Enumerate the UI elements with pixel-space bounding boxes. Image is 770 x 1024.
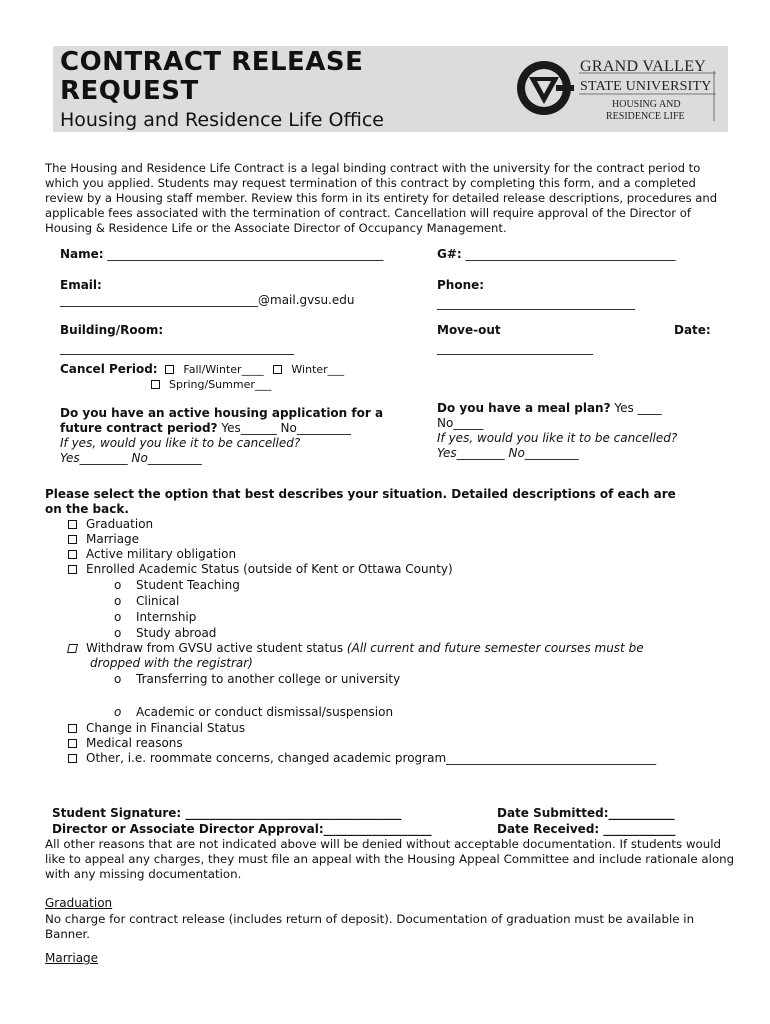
logo-text-line-3: HOUSING AND bbox=[612, 99, 681, 110]
housing-question-answer[interactable]: Yes______ No_________ bbox=[217, 421, 351, 435]
option-label: Change in Financial Status bbox=[86, 721, 246, 735]
sub-bullet: o bbox=[114, 705, 122, 719]
sub-bullet: o bbox=[114, 610, 122, 624]
withdraw-note-line-1: (All current and future semester courses must be bbox=[346, 641, 644, 655]
cancel-period-row bbox=[60, 362, 344, 377]
sub-option-label: Internship bbox=[136, 610, 197, 624]
sub-option-label: Student Teaching bbox=[136, 578, 240, 592]
name-input-line[interactable]: ______________________________________________ bbox=[107, 247, 384, 261]
sub-bullet: o bbox=[114, 672, 122, 686]
housing-followup-question: If yes, would you like it to be cancelled? bbox=[60, 436, 301, 450]
option-label: Active military obligation bbox=[86, 547, 237, 561]
sub-option-clinical bbox=[114, 594, 179, 609]
logo-text-line-4: RESIDENCE LIFE bbox=[606, 111, 685, 122]
g-number-input-line[interactable]: ___________________________________ bbox=[465, 247, 676, 261]
meal-question-label: Do you have a meal plan? bbox=[437, 401, 611, 415]
meal-question-yes[interactable]: Yes ____ bbox=[610, 401, 662, 415]
checkbox-icon[interactable] bbox=[68, 520, 77, 529]
option-fall-winter: Fall/Winter____ bbox=[183, 363, 264, 376]
sub-option-study-abroad bbox=[114, 626, 216, 641]
checkbox-icon[interactable] bbox=[68, 724, 77, 733]
sub-option-label: Transferring to another college or university bbox=[136, 672, 401, 686]
option-other[interactable] bbox=[68, 751, 656, 766]
logo-text-line-1: GRAND VALLEY bbox=[580, 58, 707, 75]
option-spring-summer: Spring/Summer___ bbox=[169, 378, 272, 391]
situation-heading-line-1: Please select the option that best describes your situation. Detailed descriptions of each are bbox=[45, 487, 676, 501]
graduation-heading: Graduation bbox=[45, 896, 113, 910]
phone-label: Phone: bbox=[437, 278, 485, 292]
meal-followup-question: If yes, would you like it to be cancelled? bbox=[437, 431, 678, 445]
meal-followup-answer[interactable]: Yes________ No_________ bbox=[437, 446, 579, 460]
housing-application-question bbox=[60, 406, 420, 466]
sub-option-label: Study abroad bbox=[136, 626, 217, 640]
gvsu-logo bbox=[516, 55, 721, 123]
sub-option-student-teaching bbox=[114, 578, 240, 593]
option-label: Marriage bbox=[86, 532, 140, 546]
sub-bullet: o bbox=[114, 578, 122, 592]
sub-bullet: o bbox=[114, 594, 122, 608]
option-label: Enrolled Academic Status (outside of Kent or Ottawa County) bbox=[86, 562, 453, 576]
building-room-input-line[interactable]: _______________________________________ bbox=[60, 341, 294, 355]
page-title bbox=[60, 48, 363, 106]
situation-heading bbox=[45, 487, 735, 517]
option-withdraw[interactable] bbox=[68, 641, 644, 656]
title-line-2: REQUEST bbox=[60, 76, 199, 106]
option-medical[interactable] bbox=[68, 736, 183, 751]
checkbox-fall-winter[interactable] bbox=[165, 365, 174, 374]
email-input-line[interactable]: _________________________________@mail.gvsu.edu bbox=[60, 293, 355, 307]
appeal-note: All other reasons that are not indicated above will be denied without acceptable documentation. If students would like to appeal any charges, they must file an appeal with the Housing Appeal Committee and include rationale along with any missing documentation. bbox=[45, 837, 735, 881]
cancel-period-label: Cancel Period: bbox=[60, 362, 158, 376]
housing-question-line-2: future contract period? bbox=[60, 421, 218, 435]
date-received-line[interactable]: Date Received: ____________ bbox=[497, 822, 676, 836]
meal-plan-question bbox=[437, 401, 727, 461]
intro-paragraph: The Housing and Residence Life Contract is a legal binding contract with the university for the contract period to which you applied. Students may request termination of this contract by completing this form, and a completed review by a Housing staff member. Review this form in its entirety for detailed release descriptions, procedures and applicable fees associated with the termination of contract. Cancellation will require approval of the Director of Housing & Residence Life or the Associate Director of Occupancy Management. bbox=[45, 161, 718, 235]
option-label: Withdraw from GVSU active student status bbox=[86, 641, 344, 655]
name-label: Name: bbox=[60, 247, 104, 261]
withdraw-note-line-2: dropped with the registrar) bbox=[90, 656, 253, 670]
sub-option-label: Clinical bbox=[136, 594, 180, 608]
student-signature-line[interactable]: Student Signature: ____________________________________ bbox=[52, 806, 402, 820]
checkbox-icon[interactable] bbox=[68, 565, 77, 574]
checkbox-icon[interactable] bbox=[68, 754, 77, 763]
sub-option-label: Academic or conduct dismissal/suspension bbox=[136, 705, 394, 719]
option-label: Other, i.e. roommate concerns, changed academic program___________________________________ bbox=[86, 751, 657, 765]
housing-question-line-1: Do you have an active housing application for a bbox=[60, 406, 384, 420]
sub-option-internship bbox=[114, 610, 196, 625]
building-room-label: Building/Room: bbox=[60, 323, 164, 337]
meal-question-no[interactable]: No_____ bbox=[437, 416, 484, 430]
checkbox-icon[interactable] bbox=[68, 550, 77, 559]
name-field[interactable] bbox=[60, 247, 383, 262]
checkbox-icon[interactable] bbox=[68, 739, 77, 748]
checkbox-icon[interactable] bbox=[68, 535, 77, 544]
move-out-date-label: Date: bbox=[674, 323, 711, 337]
checkbox-winter[interactable] bbox=[273, 365, 282, 374]
graduation-description: No charge for contract release (includes return of deposit). Documentation of graduation must be available in Banner. bbox=[45, 912, 695, 941]
option-military[interactable] bbox=[68, 547, 236, 562]
option-label: Graduation bbox=[86, 517, 154, 531]
sub-bullet: o bbox=[114, 626, 122, 640]
email-label: Email: bbox=[60, 278, 102, 292]
housing-followup-answer[interactable]: Yes________ No_________ bbox=[60, 451, 202, 465]
sub-option-transferring bbox=[114, 672, 400, 687]
option-enrolled-academic[interactable] bbox=[68, 562, 453, 577]
sub-option-dismissal bbox=[114, 705, 393, 720]
date-submitted-line[interactable]: Date Submitted:___________ bbox=[497, 806, 675, 820]
g-number-field[interactable] bbox=[437, 247, 676, 262]
option-financial[interactable] bbox=[68, 721, 245, 736]
cancel-period-row-2 bbox=[151, 377, 271, 392]
marriage-heading: Marriage bbox=[45, 951, 99, 965]
situation-heading-line-2: on the back. bbox=[45, 502, 129, 516]
checkbox-icon[interactable] bbox=[67, 644, 78, 653]
option-marriage[interactable] bbox=[68, 532, 139, 547]
g-number-label: G#: bbox=[437, 247, 462, 261]
option-graduation[interactable] bbox=[68, 517, 153, 532]
director-approval-line[interactable]: Director or Associate Director Approval:__________________ bbox=[52, 822, 432, 836]
move-out-input-line[interactable]: __________________________ bbox=[437, 341, 593, 355]
option-winter: Winter___ bbox=[291, 363, 345, 376]
checkbox-spring-summer[interactable] bbox=[151, 380, 160, 389]
move-out-label: Move-out bbox=[437, 323, 501, 337]
option-label: Medical reasons bbox=[86, 736, 183, 750]
title-line-1: CONTRACT RELEASE bbox=[60, 47, 364, 77]
logo-text-line-2: STATE UNIVERSITY bbox=[580, 79, 712, 94]
page-subtitle: Housing and Residence Life Office bbox=[60, 109, 384, 131]
phone-input-line[interactable]: _________________________________ bbox=[437, 296, 635, 310]
